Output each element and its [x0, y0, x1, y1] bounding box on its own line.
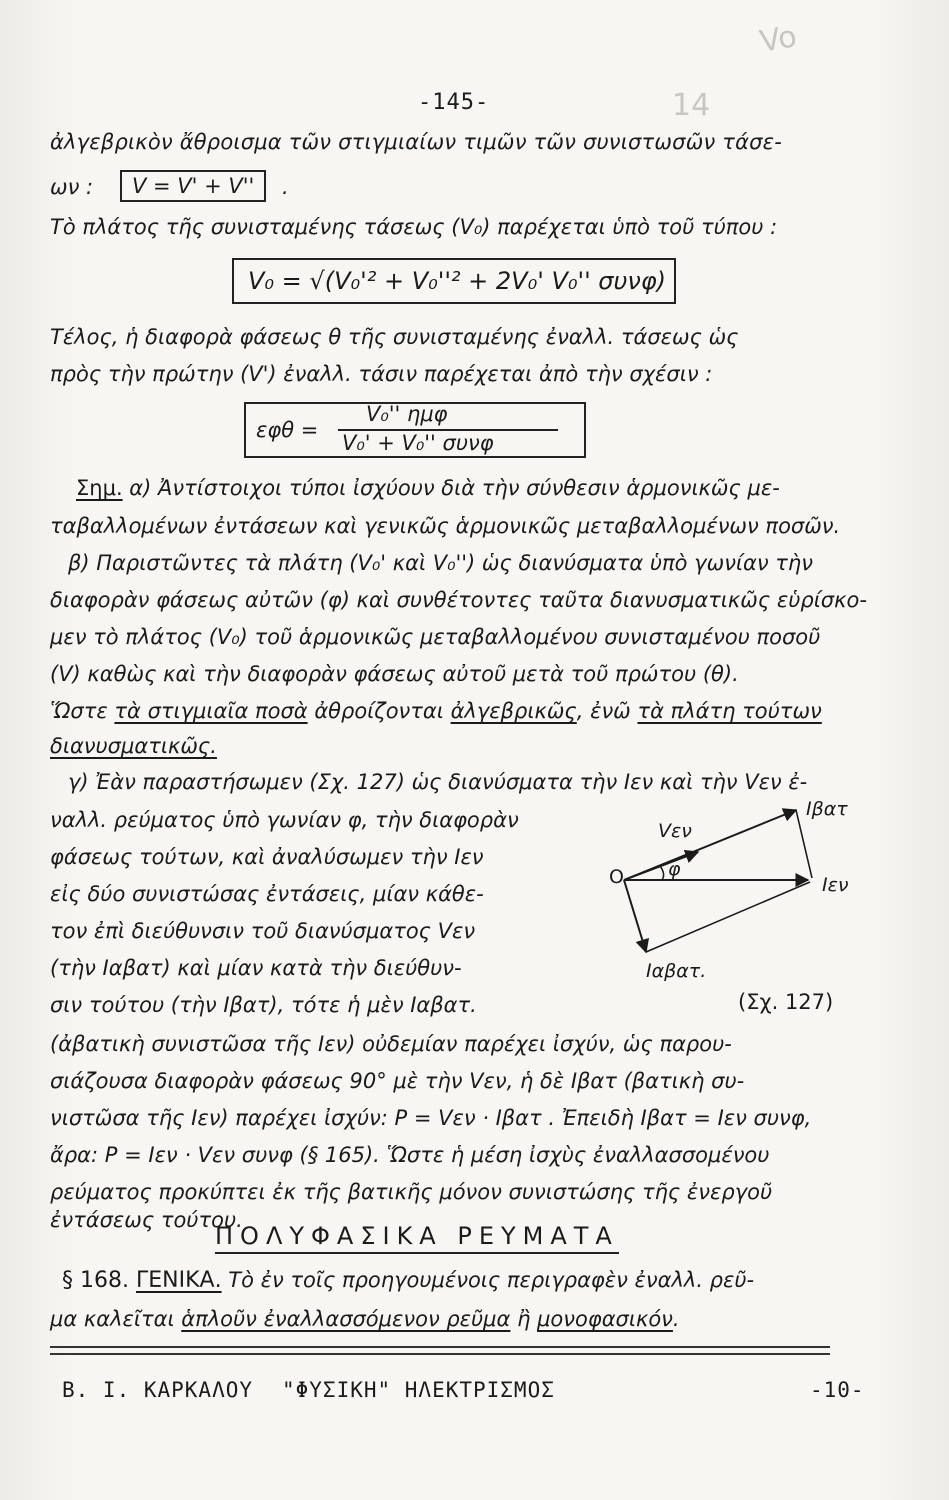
- parallelogram-edge: [646, 882, 810, 952]
- page-number: -145-: [418, 90, 490, 115]
- footer-sheet-number: -10-: [810, 1378, 865, 1402]
- text-line: [50, 175, 93, 199]
- note-label: Σημ.: [76, 476, 123, 500]
- footer-title: "ΦΥΣΙΚΗ" ΗΛΕΚΤΡΙΣΜΟΣ: [282, 1378, 555, 1402]
- formula-box-phase: [244, 402, 586, 458]
- text-line: γ) Ἐὰν παραστήσωμεν (Σχ. 127) ὡς διανύσματα τὴν Iεν καὶ τὴν Vεν ἐ-: [68, 770, 808, 794]
- formula-amplitude: V₀ = √(V₀'² + V₀''² + 2V₀' V₀'' συνφ): [248, 267, 667, 295]
- note-line: [76, 476, 780, 500]
- note-line: διαφορὰν φάσεως αὐτῶν (φ) καὶ συνθέτοντες ταῦτα διανυσματικῶς εὑρίσκο-: [50, 588, 867, 612]
- note-text: Ὥστε: [50, 699, 115, 723]
- text-line: εἰς δύο συνιστώσας ἐντάσεις, μίαν κάθε-: [50, 882, 484, 906]
- note-text: , ἐνῶ: [576, 699, 638, 723]
- diagram-label-origin: O: [609, 866, 624, 888]
- note-text: α) Ἀντίστοιχοι τύποι ἰσχύουν διὰ τὴν σύνθεσιν ἁρμονικῶς με-: [122, 476, 780, 500]
- note-line: [50, 699, 822, 723]
- section-text: ἢ: [510, 1307, 538, 1331]
- diagram-label-Iabat: Iαβατ.: [646, 960, 707, 982]
- note-line: μεν τὸ πλάτος (V₀) τοῦ ἁρμονικῶς μεταβαλλομένου συνισταμένου ποσοῦ: [50, 625, 821, 649]
- diagram-label-Ven: Vεν: [658, 820, 692, 842]
- text-line: πρὸς τὴν πρώτην (V') ἐναλλ. τάσιν παρέχεται ἀπὸ τὴν σχέσιν :: [50, 362, 713, 386]
- text-line: νιστῶσα τῆς Iεν) παρέχει ἰσχύν: P = Vεν · Iβατ . Ἐπειδὴ Iβατ = Iεν συνφ,: [50, 1106, 812, 1130]
- text-line-content: ἀλγεβρικὸν ἄθροισμα τῶν στιγμιαίων τιμῶν τῶν συνιστωσῶν τάσε-: [50, 130, 783, 154]
- formula-phase-denominator: V₀' + V₀'' συνφ: [342, 431, 494, 455]
- section-text: Τὸ ἐν τοῖς προηγουμένοις περιγραφὲν ἐναλλ. ρεῦ-: [221, 1268, 755, 1292]
- note-text: ἀθροίζονται: [307, 699, 451, 723]
- formula-phase-lhs: εφθ =: [256, 418, 319, 442]
- text-line: σιν τούτου (τὴν Iβατ), τότε ἡ μὲν Iαβατ.: [50, 993, 477, 1017]
- note-line: διανυσματικῶς.: [50, 734, 217, 758]
- text-line: (ἀβατικὴ συνιστῶσα τῆς Iεν) οὐδεμίαν παρέχει ἰσχύν, ὡς παρου-: [50, 1032, 732, 1056]
- note-underlined: ἀλγεβρικῶς: [450, 699, 577, 723]
- note-underlined: τὰ στιγμιαῖα ποσὰ: [114, 699, 308, 723]
- section-text: .: [672, 1307, 680, 1331]
- text-line: ναλλ. ρεύματος ὑπὸ γωνίαν φ, τὴν διαφορὰν: [50, 808, 519, 832]
- formula-box-amplitude: [232, 258, 676, 304]
- formula-phase-numerator: V₀'' ημφ: [366, 402, 448, 426]
- text-line: Τὸ πλάτος τῆς συνισταμένης τάσεως (V₀) παρέχεται ὑπὸ τοῦ τύπου :: [50, 215, 778, 239]
- text-line: (τὴν Iαβατ) καὶ μίαν κατὰ τὴν διεύθυν-: [50, 956, 462, 980]
- section-heading: ΠΟΛΥΦΑΣΙΚΑ ΡΕΥΜΑΤΑ: [215, 1222, 619, 1254]
- note-line: β) Παριστῶντες τὰ πλάτη (V₀' καὶ V₀'') ὡς διανύσματα ὑπὸ γωνίαν τὴν: [68, 551, 813, 575]
- angle-arc: [660, 866, 664, 880]
- text-line: τον ἐπὶ διεύθυνσιν τοῦ διανύσματος Vεν: [50, 919, 476, 943]
- note-underlined: τὰ πλάτη τούτων: [637, 699, 822, 723]
- footer-author: Β. Ι. ΚΑΡΚΑΛΟΥ: [62, 1378, 254, 1402]
- vector-Iabat: [624, 880, 646, 952]
- figure-caption: (Σχ. 127): [738, 990, 834, 1014]
- vector-Ibat: [624, 810, 796, 880]
- text-line: [50, 130, 782, 154]
- text-line: Τέλος, ἡ διαφορὰ φάσεως θ τῆς συνισταμένης ἐναλλ. τάσεως ὡς: [50, 325, 739, 349]
- text-line: ρεύματος προκύπτει ἐκ τῆς βατικῆς μόνον συνιστώσης τῆς ἐνεργοῦ: [50, 1180, 773, 1204]
- parallelogram-edge: [796, 810, 812, 878]
- note-line: (V) καθὼς καὶ τὴν διαφορὰν φάσεως αὐτοῦ μετὰ τοῦ πρώτου (θ).: [50, 662, 739, 686]
- section-title: ΓΕΝΙΚΑ.: [135, 1268, 222, 1293]
- section-underlined: ἁπλοῦν ἐναλλασσόμενον ρεῦμα: [181, 1307, 511, 1331]
- section-underlined: μονοφασικόν: [537, 1307, 673, 1331]
- section-number: § 168.: [62, 1268, 136, 1293]
- text-line: ἄρα: P = Iεν · Vεν συνφ (§ 165). Ὥστε ἡ μέση ἰσχὺς ἐναλλασσομένου: [50, 1143, 770, 1167]
- faint-pencil-mark: 14: [672, 88, 711, 123]
- text-line: σιάζουσα διαφορὰν φάσεως 90° μὲ τὴν Vεν, ἡ δὲ Iβατ (βατικὴ συ-: [50, 1069, 745, 1093]
- formula-box-sum: [120, 170, 266, 202]
- note-line: ταβαλλομένων ἐντάσεων καὶ γενικῶς ἁρμονικῶς μεταβαλλομένων ποσῶν.: [50, 514, 841, 538]
- diagram-label-phi: φ: [668, 858, 681, 880]
- diagram-label-Ibat: Iβατ: [806, 798, 848, 820]
- text-line-prefix: ων :: [50, 175, 94, 199]
- diagram-label-Ien: Iεν: [822, 874, 849, 896]
- faint-margin-mark: Vo: [757, 19, 800, 60]
- formula-sum: V = V' + V'': [132, 174, 255, 198]
- section-text: μα καλεῖται: [50, 1307, 182, 1331]
- section-line: [62, 1268, 754, 1293]
- section-line: [50, 1307, 680, 1331]
- footer-rule: [50, 1346, 830, 1355]
- text-line: φάσεως τούτων, καὶ ἀναλύσωμεν τὴν Iεν: [50, 845, 484, 869]
- text-line: ἐντάσεως τούτου.: [50, 1208, 243, 1232]
- text-line-suffix: .: [282, 175, 289, 199]
